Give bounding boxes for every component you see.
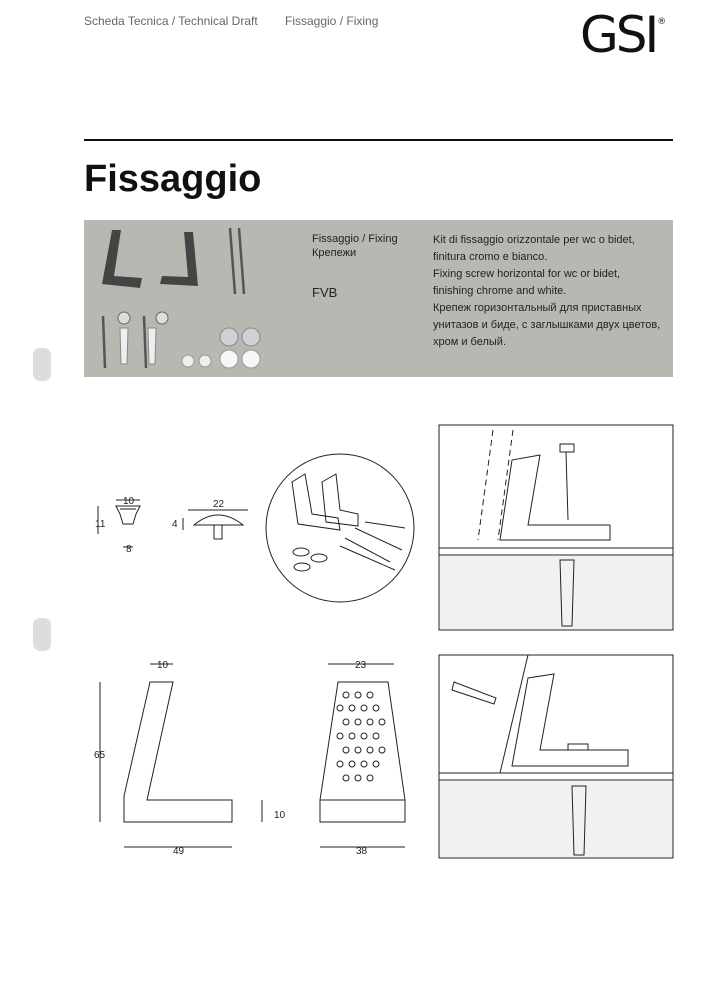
- title-rule: [84, 139, 673, 141]
- dim-cap-height: 11: [95, 519, 106, 530]
- product-band: [84, 220, 673, 377]
- kit-circle-view: [266, 454, 414, 602]
- desc-line: Fixing screw horizontal for wc or bidet,: [433, 268, 621, 280]
- dim-cap-top: 10: [123, 496, 135, 507]
- bracket-photo-left: [102, 230, 142, 288]
- small-cap-2: [199, 355, 211, 367]
- screw-1: [103, 316, 105, 368]
- washer-1: [118, 312, 130, 324]
- white-cap-2: [242, 350, 260, 368]
- dim-front-width: 38: [356, 846, 368, 857]
- gsi-logo: GSI ®: [580, 6, 667, 64]
- desc-line: Крепеж горизонтальный для приставных: [433, 302, 642, 314]
- chrome-cap-2: [242, 328, 260, 346]
- bracket-front-drawing: [320, 660, 405, 857]
- scroll-tab-upper[interactable]: [33, 348, 51, 381]
- long-bolt-1: [230, 228, 235, 294]
- install-frame-1: [439, 425, 673, 630]
- header-left: Scheda Tecnica / Technical Draft: [84, 14, 258, 28]
- dim-cap-bottom: 8: [126, 544, 132, 555]
- dim-front-top: 23: [355, 660, 367, 671]
- dim-plug-width: 22: [213, 499, 225, 510]
- dim-bracket-width: 49: [173, 846, 185, 857]
- dim-bracket-height: 65: [94, 750, 106, 761]
- long-bolt-2: [239, 228, 244, 294]
- registered-mark: ®: [657, 17, 667, 27]
- washer-2: [156, 312, 168, 324]
- desc-line: finishing chrome and white.: [433, 285, 567, 297]
- product-description: [433, 232, 660, 351]
- cap-drawing: [95, 496, 140, 555]
- chrome-cap-1: [220, 328, 238, 346]
- header-section: Fissaggio / Fixing: [285, 14, 379, 28]
- bracket-photo-right: [160, 232, 198, 286]
- floor-hatch-2: [440, 781, 672, 857]
- product-label-line1: Fissaggio / Fixing: [312, 233, 398, 245]
- small-cap-1: [182, 355, 194, 367]
- upper-drawings: [0, 400, 707, 660]
- product-code: FVB: [312, 285, 338, 300]
- dim-plug-height: 4: [172, 519, 178, 530]
- desc-line: finitura cromo e bianco.: [433, 251, 548, 263]
- floor-hatch: [440, 556, 672, 629]
- desc-line: хром и белый.: [433, 336, 507, 348]
- desc-line: унитазов и биде, с заглышками двух цветов,: [433, 319, 661, 331]
- screw-2: [144, 316, 146, 368]
- plug-drawing: [172, 499, 248, 539]
- wall-plug-2: [148, 328, 156, 364]
- wall-plug-1: [120, 328, 128, 364]
- bracket-side-drawing: [94, 660, 286, 857]
- white-cap-1: [220, 350, 238, 368]
- product-photo: [84, 220, 304, 377]
- perforation-holes: [337, 692, 385, 781]
- lower-drawings: [0, 650, 707, 880]
- dim-bracket-top: 10: [157, 660, 169, 671]
- desc-line: Kit di fissaggio orizzontale per wc o bidet,: [433, 234, 635, 246]
- dim-bracket-foot: 10: [274, 810, 286, 821]
- product-label-line2: Крепежи: [312, 247, 357, 259]
- page-title: Fissaggio: [84, 158, 262, 200]
- install-frame-2: [439, 655, 673, 858]
